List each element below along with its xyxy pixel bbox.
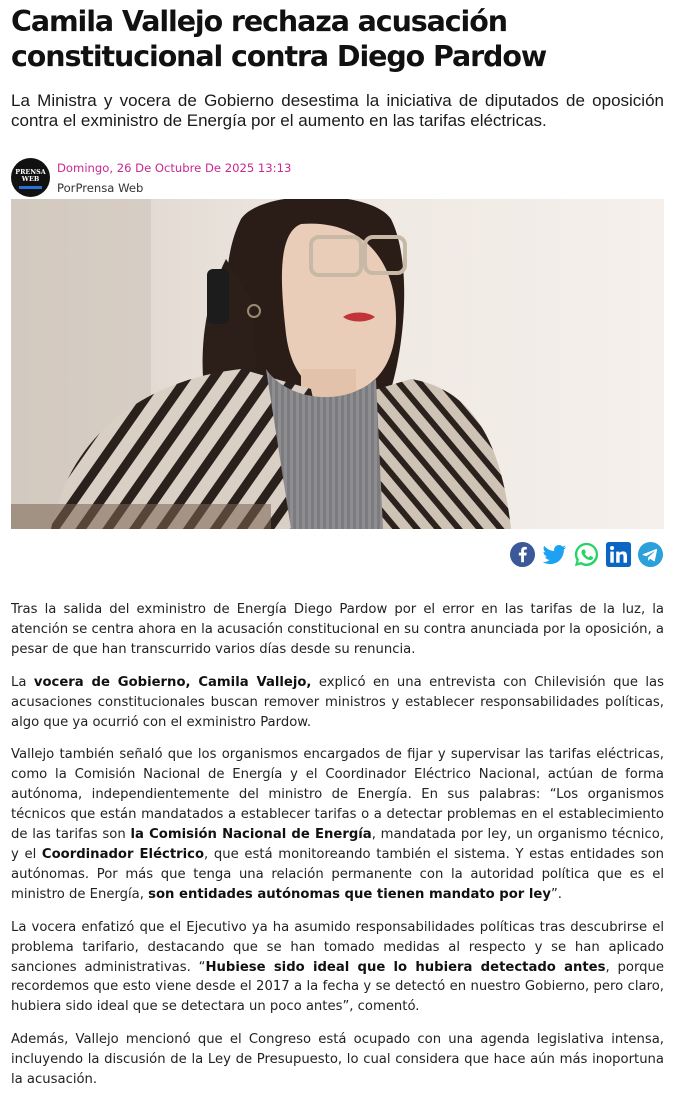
article-container <box>11 0 665 1088</box>
share-bar <box>509 541 664 569</box>
bold-autonomous: son entidades autónomas que tienen mandato por ley <box>148 886 551 902</box>
byline-prefix: Por <box>57 181 76 195</box>
byline <box>57 181 143 195</box>
twitter-icon[interactable] <box>541 541 568 568</box>
paragraph-1: Tras la salida del exministro de Energía Diego Pardow por el error en las tarifas de la luz, la atención se centra ahora en la acusación constitucional en su contra anunciada por la oposición, a pesar de que han transcurrido varios días desde su renuncia. <box>11 602 664 657</box>
bold-cne: la Comisión Nacional de Energía <box>130 827 372 843</box>
article-body <box>11 600 664 1103</box>
bold-coordinador: Coordinador Eléctrico <box>41 846 205 862</box>
publisher-logo[interactable] <box>11 158 50 197</box>
author-link[interactable]: Prensa Web <box>75 181 144 195</box>
paragraph-2: La vocera de Gobierno, Camila Vallejo, explicó en una entrevista con Chilevisión que las acusaciones constitucionales buscan remover ministros y establecer responsabilidades políticas, algo que ya ocurrió con el exministro Pardow. <box>11 674 664 730</box>
photo-illustration <box>11 199 664 529</box>
paragraph-5: Además, Vallejo mencionó que el Congreso está ocupado con una agenda legislativa intensa, incluyendo la discusión de la Ley de Presupuesto, lo cual considera que hace aún más inoportuna la acusación. <box>11 1032 664 1088</box>
article-subtitle: La Ministra y vocera de Gobierno desestima la iniciativa de diputados de oposición contra el exministro de Energía por el aumento en las tarifas eléctricas. <box>11 91 664 130</box>
paragraph-4: La vocera enfatizó que el Ejecutivo ya ha asumido responsabilidades políticas tras descubrirse el problema tarifario, destacando que se han tomado medidas al respecto y se han aplicado sanciones administrativas. “Hubiese sido ideal que lo hubiera detectado antes, porque recordemos que esto viene desde el 2017 a la fecha y se detectó en nuestro Gobierno, pero claro, hubiera sido ideal que se detectara un poco antes”, comentó. <box>11 919 664 1015</box>
bold-quote: Hubiese sido ideal que lo hubiera detectado antes <box>205 959 606 975</box>
whatsapp-icon[interactable] <box>573 541 600 568</box>
linkedin-icon[interactable] <box>605 541 632 568</box>
facebook-icon[interactable] <box>509 541 536 568</box>
logo-text: PRENSA WEB <box>15 168 46 183</box>
bold-spokesperson: vocera de Gobierno, Camila Vallejo, <box>33 674 312 690</box>
logo-stripe <box>19 186 42 189</box>
telegram-icon[interactable] <box>637 541 664 568</box>
publish-date: Domingo, 26 De Octubre De 2025 13:13 <box>57 161 292 175</box>
article-meta <box>11 158 664 198</box>
article-headline: Camila Vallejo rechaza acusación constitucional contra Diego Pardow <box>11 5 547 73</box>
paragraph-3: Vallejo también señaló que los organismos encargados de fijar y supervisar las tarifas eléctricas, como la Comisión Nacional de Energía y el Coordinador Eléctrico Nacional, actúan de forma autónoma, independientemente del ministro de Energía. En sus palabras: “Los organismos técnicos que están mandatados a establecer tarifas o a detectar problemas en el establecimiento de las tarifas son la Comisión Nacional de Energía, mandatada por ley, un organismo técnico, y el Coordinador Eléctrico, que está monitoreando también el sistema. Y estas entidades son autónomas. Por más que tenga una relación permanente con la autoridad política que es el ministro de Energía, son entidades autónomas que tienen mandato por ley”. <box>11 747 665 902</box>
article-photo <box>11 199 664 529</box>
